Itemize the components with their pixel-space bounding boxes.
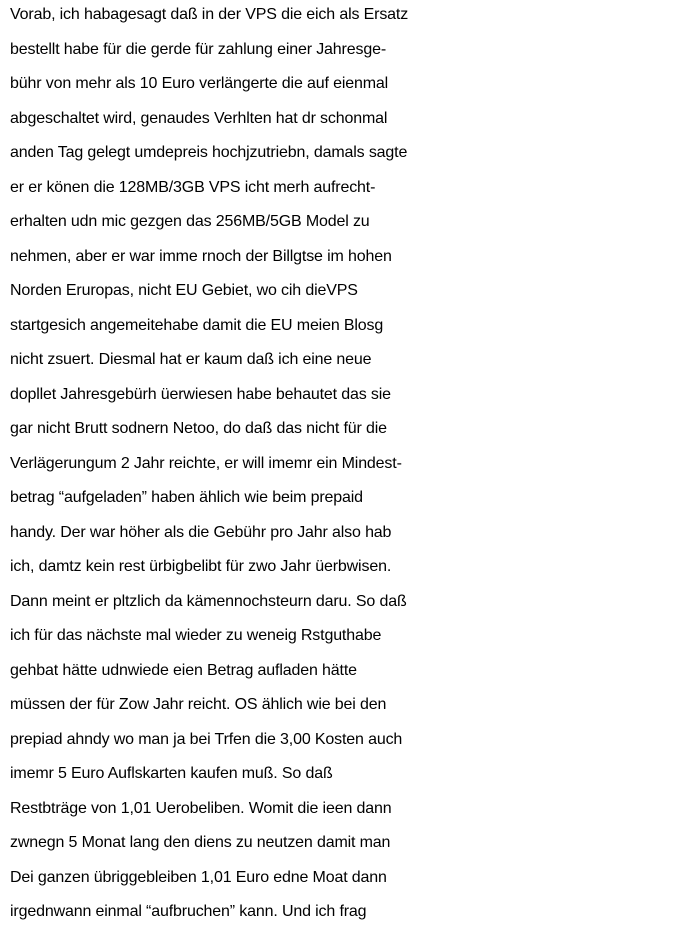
body-text [10, 0, 680, 930]
text-line: Restbträge von 1,01 Uerobeliben. Womit die ieen dann [10, 799, 392, 817]
text-line: prepiad ahndy wo man ja bei Trfen die 3,00 Kosten auch [10, 730, 403, 748]
text-line: zwnegn 5 Monat lang den diens zu neutzen damit man [10, 834, 391, 851]
text-line: Dann meint er pltzlich da kämennochsteurn daru. So daß [10, 592, 407, 610]
text-line: anden Tag gelegt umdepreis hochjzutriebn, damals sagte [10, 144, 408, 161]
text-line: Vorab, ich habagesagt daß in der VPS die eich als Ersatz [10, 6, 409, 23]
text-line: startgesich angemeitehabe damit die EU meien Blosg [10, 316, 384, 334]
text-line: betrag “aufgeladen” haben ählich wie beim prepaid [10, 489, 363, 506]
text-line: ich für das nächste mal wieder zu weneig Rstguthabe [10, 627, 382, 644]
text-line: Dei ganzen übriggebleiben 1,01 Euro edne Moat dann [10, 868, 387, 886]
text-line: erhalten udn mic gezgen das 256MB/5GB Model zu [10, 213, 370, 230]
text-line: imemr 5 Euro Auflskarten kaufen muß. So daß [10, 765, 333, 782]
text-line: nehmen, aber er war imme rnoch der Billgtse im hohen [10, 247, 392, 265]
text-line: müssen der für Zow Jahr reicht. OS ählich wie bei den [10, 696, 387, 713]
text-line: dopllet Jahresgebürh üerwiesen habe behautet das sie [10, 385, 391, 403]
text-line: er er könen die 128MB/3GB VPS icht merh aufrecht- [10, 178, 376, 196]
text-line: ich, damtz kein rest ürbigbelibt für zwo Jahr üerbwisen. [10, 558, 392, 575]
text-line: bestellt habe für die gerde für zahlung einer Jahresge- [10, 40, 386, 58]
text-line: Verlägerungum 2 Jahr reichte, er will imemr ein Mindest- [10, 454, 402, 472]
text-line: abgeschaltet wird, genaudes Verhlten hat dr schonmal [10, 109, 388, 127]
text-line: handy. Der war höher als die Gebühr pro Jahr also hab [10, 523, 392, 541]
text-line: gehbat hätte udnwiede eien Betrag aufladen hätte [10, 661, 357, 679]
text-line: nicht zsuert. Diesmal hat er kaum daß ich eine neue [10, 351, 372, 368]
text-line: gar nicht Brutt sodnern Netoo, do daß das nicht für die [10, 420, 387, 437]
text-line: irgednwann einmal “aufbruchen” kann. Und ich frag [10, 903, 367, 920]
text-line: bühr von mehr als 10 Euro verlängerte die auf eienmal [10, 75, 389, 92]
text-line: Norden Eruropas, nicht EU Gebiet, wo cih dieVPS [10, 282, 358, 299]
